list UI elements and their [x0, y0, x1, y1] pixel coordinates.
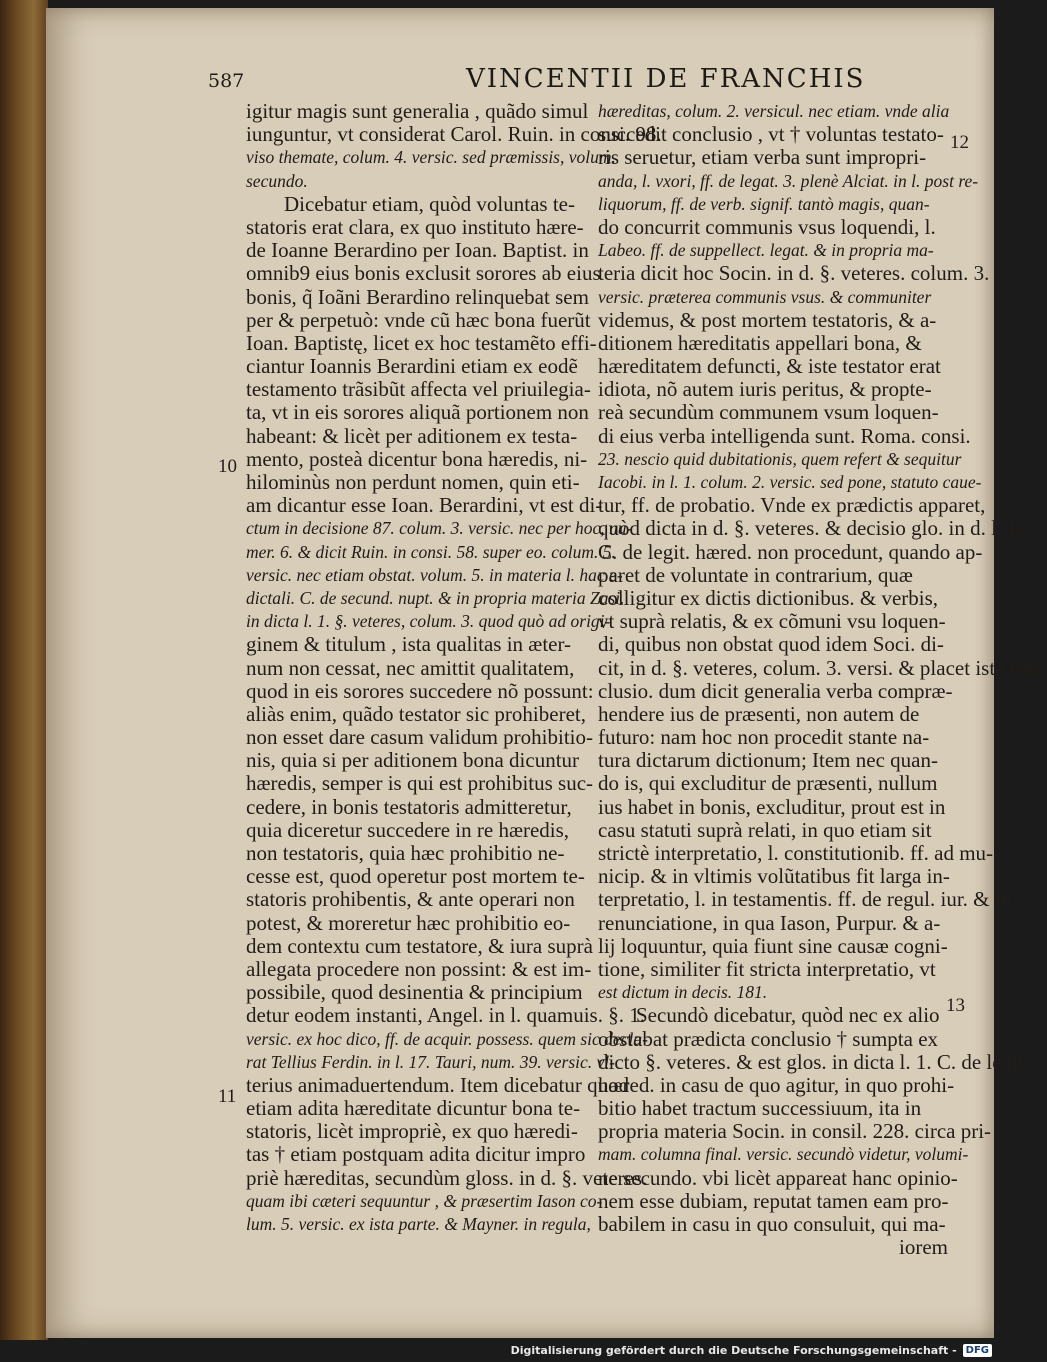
text-line: tura dictarum dictionum; Item nec quan- [598, 748, 938, 773]
text-line: babilem in casu in quo consuluit, qui ma- [598, 1212, 946, 1236]
text-line: paret de voluntate in contrarium, quæ [598, 562, 913, 587]
text-line: allegata procedere non possint: & est im- [246, 956, 592, 981]
marginal-number-10: 10 [218, 456, 237, 477]
text-line: bitio habet tractum successiuum, ita in [598, 1096, 922, 1121]
text-line: clusio. dum dicit generalia verba compræ- [598, 678, 953, 703]
text-line: tur, ff. de probatio. Vnde ex prædictis apparet, [598, 493, 986, 518]
text-line: colligitur ex dictis dictionibus. & verbis, [598, 585, 939, 610]
text-line: quod in eis sorores succedere nõ possunt: [246, 678, 594, 703]
text-line: rat Tellius Ferdin. in l. 17. Tauri, num. 39. versic. vl- [246, 1051, 615, 1072]
text-line: obstabat prædicta conclusio † sumpta ex [598, 1026, 939, 1051]
marginal-number-11: 11 [218, 1086, 237, 1107]
text-line: quòd dicta in d. §. veteres. & decisio glo. in d. l. 1. [598, 516, 1024, 541]
text-line: C. de legit. hæred. non procedunt, quando ap- [598, 539, 983, 564]
text-line: versic. præterea communis vsus. & communiter [598, 286, 932, 307]
marginal-number-12: 12 [950, 132, 969, 153]
text-line: statoris prohibentis, & ante operari non [246, 887, 575, 912]
text-line: hæreditatem defuncti, & iste testator erat [598, 354, 941, 379]
text-line: cit, in d. §. veteres, colum. 3. versi. & placet ista con- [598, 655, 1047, 680]
text-line: mer. 6. & dicit Ruin. in consi. 58. super eo. colum. 5. [246, 541, 616, 562]
text-line: igitur magis sunt generalia , quãdo simul [246, 99, 589, 123]
text-line: statoris, licèt impropriè, ex quo hæredi- [246, 1119, 578, 1144]
text-line: viso themate, colum. 4. versic. sed præmissis, volum. [246, 147, 616, 168]
text-line: di eius verba intelligenda sunt. Roma. consi. [598, 423, 971, 448]
text-line: ctum in decisione 87. colum. 3. versic. nec per hoc, nu- [246, 518, 633, 539]
text-line: potest, & moreretur hæc prohibitio eo- [246, 910, 571, 935]
text-line: videmus, & post mortem testatoris, & a- [598, 307, 937, 332]
text-line: mam. columna final. versic. secundò videtur, volumi- [598, 1144, 969, 1165]
text-line: teria dicit hoc Socin. in d. §. veteres. colum. 3. [598, 261, 990, 286]
text-line: di, quibus non obstat quod idem Soci. di- [598, 632, 944, 657]
text-line: quia diceretur succedere in re hæredis, [246, 817, 570, 842]
text-line: statoris erat clara, ex quo instituto hære- [246, 214, 584, 239]
text-line: priè hæreditas, secundùm gloss. in d. §. veteres. [246, 1165, 648, 1190]
text-line: de Ioanne Berardino per Ioan. Baptist. in [246, 238, 589, 263]
left-text-column [246, 99, 662, 1236]
text-line: dem contextu cum testatore, & iura suprà [246, 933, 593, 958]
text-line: anda, l. vxori, ff. de legat. 3. plenè Alciat. in l. post re- [598, 170, 979, 191]
text-line: hæreditas, colum. 2. versicul. nec etiam. vnde alia [598, 101, 950, 121]
catchword: iorem [899, 1235, 948, 1260]
text-line: mento, posteà dicentur bona hæredis, ni- [246, 446, 588, 471]
text-line: hendere ius de præsenti, non autem de [598, 701, 920, 726]
text-line: secundo. [246, 170, 308, 191]
text-line: non esset dare casum validum prohibitio- [246, 725, 594, 750]
text-line: tione, similiter fit stricta interpretatio, vt [598, 956, 936, 981]
text-line: terius animaduertendum. Item dicebatur quod [246, 1072, 630, 1097]
text-line: nem esse dubiam, reputat tamen eam pro- [598, 1188, 949, 1213]
text-line: non testatoris, quia hæc prohibitio ne- [246, 841, 565, 865]
running-head: VINCENTII DE FRANCHIS [466, 64, 866, 94]
dfg-logo: DFG [963, 1344, 992, 1357]
text-line: nis, quia si per aditionem bona dicuntur [246, 748, 580, 773]
text-line: etiam adita hæreditate dicuntur bona te- [246, 1096, 581, 1121]
text-line: ius habet in bonis, excluditur, prout est in [598, 794, 946, 819]
text-line: habeant: & licèt per aditionem ex testa- [246, 423, 578, 448]
text-line: ris seruetur, etiam verba sunt impropri- [598, 145, 927, 170]
text-line: Iacobi. in l. 1. colum. 2. versic. sed pone, statuto caue- [598, 472, 982, 492]
page-number: 587 [208, 70, 245, 92]
text-line: hilominùs non perdunt nomen, quin eti- [246, 470, 580, 494]
text-line: quam ibi cæteri sequuntur , & præsertim Iason co- [246, 1190, 603, 1211]
text-line: cesse est, quod operetur post mortem te- [246, 864, 585, 889]
book-spine-edge [0, 0, 48, 1340]
text-line: futuro: nam hoc non procedit stante na- [598, 725, 930, 750]
text-line: ginem & titulum , ista qualitas in æter- [246, 632, 572, 657]
text-line: Dicebatur etiam, quòd voluntas te- [284, 191, 575, 216]
text-line: hæred. in casu de quo agitur, in quo prohi- [598, 1072, 955, 1097]
text-line: am dicantur esse Ioan. Berardini, vt est di- [246, 493, 603, 518]
text-line: strictè interpretatio, l. constitutionib. ff. ad mu- [598, 841, 994, 865]
text-line: dictali. C. de secund. nupt. & in propria materia Zasi. [246, 587, 625, 608]
text-line: versic. nec etiam obstat. volum. 5. in materia l. hac e- [246, 564, 623, 585]
text-line: tas † etiam postquam adita dicitur impro [246, 1142, 586, 1167]
text-line: do concurrit communis vsus loquendi, l. [598, 214, 936, 239]
text-line: Labeo. ff. de suppellect. legat. & in propria ma- [598, 240, 934, 261]
credit-text: Digitalisierung gefördert durch die Deutsche Forschungsgemeinschaft - [510, 1343, 957, 1357]
text-line: casu statuti suprà relati, in quo etiam sit [598, 817, 932, 842]
text-line: hæredis, semper is qui est prohibitus suc- [246, 771, 594, 796]
text-line: detur eodem instanti, Angel. in l. quamuis. §. 1. [246, 1003, 645, 1028]
text-line: lum. 5. versic. ex ista parte. & Mayner. in regula, [246, 1214, 591, 1234]
text-line: liquorum, ff. de verb. signif. tantò magis, quan- [598, 193, 930, 214]
text-line: reà secundùm communem vsum loquen- [598, 400, 939, 425]
text-line: terpretatio, l. in testamentis. ff. de regul. iur. & in [598, 887, 1012, 912]
digitization-credit [511, 1342, 992, 1358]
text-line: cedere, in bonis testatoris admitteretur, [246, 794, 572, 819]
text-line: 23. nescio quid dubitationis, quem refert & sequitur [598, 448, 962, 469]
text-line: propria materia Socin. in consil. 228. circa pri- [598, 1119, 992, 1144]
text-line: bonis, q̃ Ioãni Berardino relinquebat sem [246, 284, 589, 309]
marginal-number-13: 13 [946, 995, 965, 1016]
text-line: ditionem hæreditatis appellari bona, & [598, 330, 922, 355]
text-line: ta, vt in eis sorores aliquã portionem non [246, 400, 589, 425]
text-line: aliàs enim, quãdo testator sic prohiberet, [246, 701, 586, 726]
text-line: iunguntur, vt considerat Carol. Ruin. in consi. 98. [246, 122, 662, 147]
text-line: Secundò dicebatur, quòd nec ex alio [636, 1003, 940, 1028]
text-line: ciantur Ioannis Berardini etiam ex eodẽ [246, 354, 578, 379]
text-line: nicip. & in vltimis volũtatibus fit larga in- [598, 864, 950, 889]
text-line: in dicta l. 1. §. veteres, colum. 3. quod quò ad origi- [246, 611, 611, 632]
text-line: per & perpetuò: vnde cũ hæc bona fuerũt [246, 307, 591, 332]
text-line: succedit conclusio , vt † voluntas testato- [598, 122, 944, 147]
text-line: lij loquuntur, quia fiunt sine causæ cogni- [598, 933, 948, 958]
text-line: Ioan. Baptistę, licet ex hoc testamẽto effi- [246, 330, 597, 355]
text-line: ne secundo. vbi licèt appareat hanc opinio- [598, 1165, 958, 1190]
text-line: num non cessat, nec amittit qualitatem, [246, 655, 575, 680]
text-line: omnib9 eius bonis exclusit sorores ab eius [246, 261, 601, 286]
text-line: possibile, quod desinentia & principium [246, 980, 583, 1005]
text-line: idiota, nõ autem iuris peritus, & propte- [598, 377, 932, 402]
text-line: dicto §. veteres. & est glos. in dicta l. 1. C. de legit. [598, 1049, 1030, 1074]
text-line: renunciatione, in qua Iason, Purpur. & a- [598, 910, 941, 935]
text-line: est dictum in decis. 181. [598, 982, 768, 1003]
text-line: do is, qui excluditur de præsenti, nullum [598, 771, 938, 796]
text-line: vt suprà relatis, & ex cõmuni vsu loquen- [598, 609, 946, 634]
text-line: versic. ex hoc dico, ff. de acquir. possess. quem sic decla- [246, 1028, 648, 1049]
text-line: testamento trãsibũt affecta vel priuilegia- [246, 377, 591, 402]
